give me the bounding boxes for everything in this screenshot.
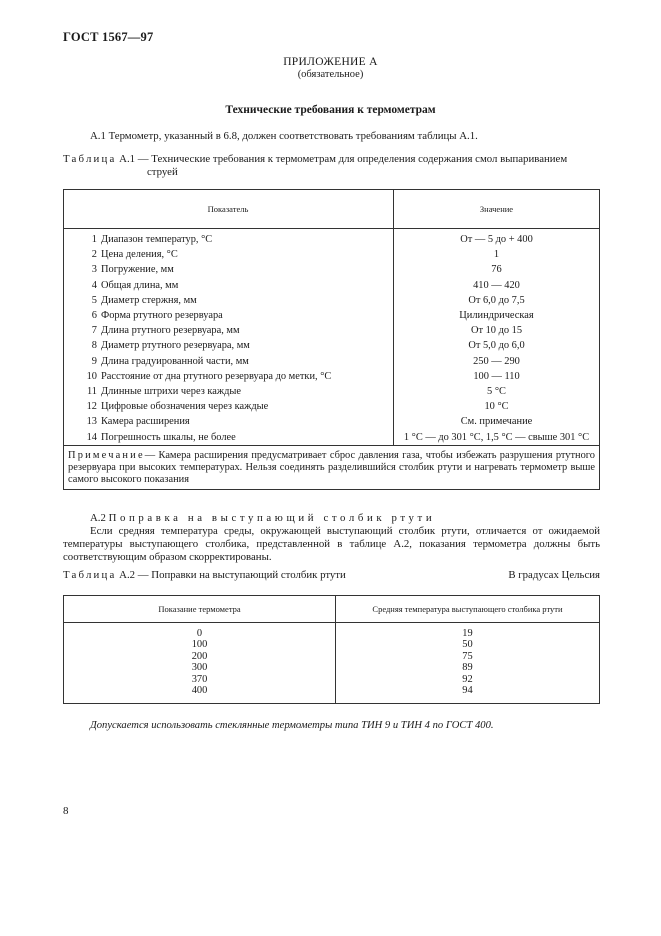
table1-note-label: Примечание: [68, 449, 145, 461]
indicator-cell: [64, 229, 394, 248]
clause-a2-number: А.2: [90, 512, 106, 524]
clause-a1: А.1 Термометр, указанный в 6.8, должен соответствовать требованиям таблицы А.1.: [90, 130, 478, 142]
temperature-cell: 89: [462, 662, 473, 674]
indicator-name: Погрешность шкалы, не более: [101, 431, 236, 443]
row-number: 7: [91, 325, 97, 337]
table1-col-value: Значение: [394, 190, 600, 229]
reading-cell: 100: [64, 639, 336, 650]
table-row: [64, 338, 600, 353]
table-row: [64, 384, 600, 399]
table1-note: [64, 445, 600, 489]
value-cell: 10 °С: [484, 401, 509, 413]
table1-caption: [63, 153, 603, 166]
temperature-cell: 19: [462, 628, 473, 639]
indicator-name: Погружение, мм: [101, 264, 174, 276]
value-cell: 76: [491, 264, 502, 276]
table-row: [64, 651, 600, 662]
table-row: [64, 662, 600, 673]
reading-cell: 300: [64, 662, 336, 673]
value-cell: 410 — 420: [473, 279, 520, 291]
value-cell: 100 — 110: [473, 370, 520, 382]
temperature-cell: 94: [462, 685, 473, 697]
indicator-cell: [64, 323, 394, 338]
table2-units: В градусах Цельсия: [508, 569, 600, 581]
indicator-cell: [64, 247, 394, 262]
row-number: 12: [86, 401, 97, 413]
table2-caption-label: Таблица: [63, 569, 117, 581]
table-row: [64, 323, 600, 338]
row-number: 10: [86, 370, 97, 382]
table-row: [64, 674, 600, 685]
table1-note-text: — Камера расширения предусматривает сброс давления газа, чтобы избежать разрушения ртутного резервуара при высоких температурах. Нельзя соединять разделившийся столбик ртути и нагревать термометр выше самого высокого показания: [68, 449, 595, 485]
indicator-name: Длина ртутного резервуара, мм: [101, 325, 240, 337]
temperature-cell: 50: [462, 639, 473, 651]
section-title: Технические требования к термометрам: [225, 104, 436, 116]
footnote: Допускается использовать стеклянные термометры типа ТИН 9 и ТИН 4 по ГОСТ 400.: [90, 720, 494, 731]
table-row: [64, 399, 600, 414]
indicator-cell: [64, 399, 394, 414]
value-cell: 250 — 290: [473, 355, 520, 367]
indicator-cell: [64, 262, 394, 277]
indicator-name: Длинные штрихи через каждые: [101, 386, 241, 398]
row-number: 9: [91, 355, 97, 367]
indicator-name: Цена деления, °С: [101, 249, 178, 261]
row-number: 11: [86, 386, 97, 398]
table1-caption-label: Таблица: [63, 153, 117, 165]
table1-caption-text: А.1 — Технические требования к термометрам для определения содержания смол выпариванием: [116, 153, 568, 165]
table-row: [64, 262, 600, 277]
indicator-cell: [64, 293, 394, 308]
clause-a2-heading: [90, 512, 600, 525]
value-cell: От 5,0 до 6,0: [468, 340, 525, 352]
table1-col-indicator: Показатель: [64, 190, 394, 229]
table-row: [64, 308, 600, 323]
clause-a2-title: Поправка на выступающий столбик ртути: [108, 512, 436, 524]
table-row: [64, 430, 600, 446]
row-number: 1: [91, 234, 97, 245]
table-row: [64, 293, 600, 308]
appendix-title: ПРИЛОЖЕНИЕ А: [283, 56, 378, 68]
table-row: [64, 354, 600, 369]
indicator-name: Камера расширения: [101, 416, 190, 428]
row-number: 4: [91, 279, 97, 291]
table-a1: [63, 189, 600, 490]
table2-caption: [63, 569, 346, 582]
reading-cell: 0: [64, 623, 336, 640]
indicator-cell: [64, 414, 394, 429]
row-number: 5: [91, 294, 97, 306]
indicator-cell: [64, 278, 394, 293]
indicator-cell: [64, 338, 394, 353]
indicator-cell: [64, 430, 394, 446]
row-number: 14: [86, 431, 97, 443]
reading-cell: 200: [64, 651, 336, 662]
table-row: [64, 623, 600, 640]
table-row: [64, 369, 600, 384]
indicator-name: Общая длина, мм: [101, 279, 179, 291]
indicator-cell: [64, 308, 394, 323]
indicator-name: Расстояние от дна ртутного резервуара до метки, °С: [101, 370, 332, 382]
table2-body: [64, 623, 600, 704]
table-row: [64, 685, 600, 704]
value-cell: 1: [493, 249, 500, 261]
indicator-name: Диапазон температур, °С: [101, 234, 213, 245]
table2-col-temperature: Средняя температура выступающего столбика ртути: [336, 596, 600, 623]
value-cell: 5 °С: [487, 386, 506, 398]
temperature-cell: 75: [462, 650, 473, 662]
value-cell: Цилиндрическая: [459, 310, 534, 322]
indicator-name: Диаметр ртутного резервуара, мм: [101, 340, 250, 352]
row-number: 8: [91, 340, 97, 352]
table-row: [64, 278, 600, 293]
value-cell: От — 5 до + 400: [460, 234, 533, 245]
value-cell: От 6,0 до 7,5: [468, 294, 525, 306]
row-number: 13: [86, 416, 97, 428]
clause-a2-text: Если средняя температура среды, окружающей выступающий столбик ртути, отличается от ожидаемой температуры выступающего столбика, представленной в таблице А.2, показания термометра должны быть соответствующим образом скорректированы.: [63, 525, 600, 563]
table-row: [64, 229, 600, 248]
indicator-name: Форма ртутного резервуара: [101, 310, 223, 322]
table2-col-reading: Показание термометра: [64, 596, 336, 623]
value-cell: 1 °С — до 301 °С, 1,5 °С — свыше 301 °С: [403, 431, 590, 443]
row-number: 3: [91, 264, 97, 276]
indicator-cell: [64, 354, 394, 369]
table-a2: [63, 595, 600, 704]
value-cell: От 10 до 15: [470, 325, 523, 337]
temperature-cell: 92: [462, 673, 473, 685]
table2-caption-text: А.2 — Поправки на выступающий столбик ртути: [116, 569, 346, 581]
indicator-name: Длина градуированной части, мм: [101, 355, 249, 367]
value-cell: См. примечание: [460, 416, 533, 428]
document-code: ГОСТ 1567—97: [63, 30, 154, 44]
indicator-name: Цифровые обозначения через каждые: [101, 401, 269, 413]
table1-caption-cont: струей: [147, 166, 178, 178]
table1-body: [64, 229, 600, 446]
reading-cell: 400: [64, 685, 336, 704]
indicator-cell: [64, 369, 394, 384]
indicator-name: Диаметр стержня, мм: [101, 294, 197, 306]
table-row: [64, 247, 600, 262]
table-row: [64, 414, 600, 429]
indicator-cell: [64, 384, 394, 399]
row-number: 6: [91, 310, 97, 322]
page-number: 8: [63, 805, 69, 817]
row-number: 2: [91, 249, 97, 261]
appendix-subtitle: (обязательное): [297, 69, 364, 80]
table-row: [64, 639, 600, 650]
reading-cell: 370: [64, 674, 336, 685]
